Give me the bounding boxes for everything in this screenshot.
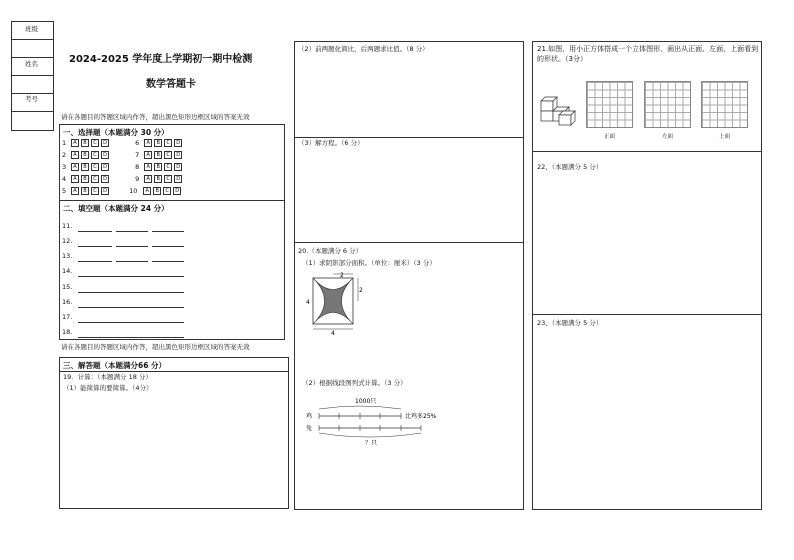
- answer-blank[interactable]: [152, 261, 184, 262]
- answer-blank[interactable]: [78, 246, 112, 247]
- top-view-label: 上面: [719, 134, 731, 140]
- class-field[interactable]: [11, 39, 54, 57]
- front-view-label: 正面: [604, 134, 616, 140]
- mc-row[interactable]: 1 A B C D 6 A B C D: [62, 139, 184, 147]
- answer-blank[interactable]: [78, 231, 112, 232]
- top-view-grid[interactable]: [701, 81, 748, 128]
- q19-2-answer-area[interactable]: [295, 56, 523, 136]
- name-field[interactable]: [11, 75, 54, 93]
- page-title: 2024-2025 学年度上学期初一期中检测: [69, 54, 253, 65]
- notice-text: 请在各题目的答题区域内作答，超出黑色矩形边框区域的答案无效: [61, 113, 250, 121]
- mc-row[interactable]: 5 A B C D 10 A B C D: [62, 187, 183, 195]
- q22-answer-area[interactable]: [533, 175, 761, 313]
- answer-blank[interactable]: [78, 292, 184, 293]
- blank-number: 16.: [62, 298, 73, 306]
- answer-blank[interactable]: [78, 307, 184, 308]
- class-label: 班级: [25, 25, 38, 33]
- answer-blank[interactable]: [78, 261, 112, 262]
- segment-row2-label: 兔: [306, 425, 313, 432]
- blank-number: 14.: [62, 267, 73, 275]
- answer-blank[interactable]: [78, 337, 184, 338]
- segment-diagram: [305, 395, 465, 447]
- answer-blank[interactable]: [152, 231, 184, 232]
- blank-number: 15.: [62, 283, 73, 291]
- mc-row[interactable]: 3 A B C D 8 A B C D: [62, 163, 184, 171]
- blank-number: 12.: [62, 237, 73, 245]
- shaded-area-figure: [303, 271, 365, 337]
- q19-1-text: （1）能简算的要简算。（4分）: [63, 384, 153, 392]
- figure-dim-left: 4: [306, 299, 310, 306]
- answer-blank[interactable]: [152, 246, 184, 247]
- page-subtitle: 数学答题卡: [146, 79, 196, 90]
- mc-row[interactable]: 4 A B C D 9 A B C D: [62, 175, 184, 183]
- segment-total-label: 1000只: [355, 398, 377, 405]
- name-label: 姓名: [25, 60, 38, 68]
- id-label: 考号: [25, 95, 38, 103]
- q20-2-text: （2）根据线段图列式计算。（3 分）: [302, 379, 407, 387]
- q19-3-answer-area[interactable]: [295, 150, 523, 241]
- answer-blank[interactable]: [116, 231, 148, 232]
- answer-blank[interactable]: [78, 322, 184, 323]
- notice-text: 请在各题目的答题区域内作答，超出黑色矩形边框区域的答案无效: [61, 343, 250, 351]
- cube-figure: [537, 95, 581, 131]
- id-field[interactable]: [11, 111, 54, 131]
- figure-dim-top: 2: [340, 272, 344, 279]
- section3-heading: 三、解答题（本题满分66 分）: [63, 361, 167, 370]
- blank-number: 13.: [62, 252, 73, 260]
- mc-row[interactable]: 2 A B C D 7 A B C D: [62, 151, 184, 159]
- q20-heading: 20.（本题满分 6 分）: [298, 247, 363, 255]
- q23-heading: 23、（本题满分 5 分）: [537, 319, 603, 327]
- q19-heading: 19．计算：（本题满分 18 分）: [63, 373, 152, 381]
- q23-answer-area[interactable]: [533, 331, 761, 509]
- answer-blank[interactable]: [116, 261, 148, 262]
- q22-heading: 22、（本题满分 5 分）: [537, 163, 603, 171]
- figure-dim-bottom: 4: [331, 330, 335, 337]
- blank-number: 11.: [62, 222, 73, 230]
- q20-1-text: （1）求阴影部分面积。（单位：厘米）（3 分）: [302, 259, 436, 267]
- left-view-grid[interactable]: [644, 81, 691, 128]
- figure-dim-right: 2: [359, 287, 363, 294]
- blank-number: 17.: [62, 313, 73, 321]
- q19-2-text: （2）前两题化简比，后两题求比值。（8 分）: [298, 45, 429, 53]
- segment-row1-label: 鸡: [306, 413, 313, 420]
- segment-unknown-label: ？只: [365, 440, 378, 447]
- q21-text: 21.如图，用小正方体搭成一个立体图形，画出从正面、左面、上面看到的形状。（3分）: [537, 45, 759, 64]
- section1-heading: 一、选择题（本题满分 30 分）: [63, 128, 169, 137]
- answer-blank[interactable]: [78, 276, 184, 277]
- answer-blank[interactable]: [116, 246, 148, 247]
- left-view-label: 左面: [662, 134, 674, 140]
- front-view-grid[interactable]: [586, 81, 633, 128]
- section2-heading: 二、填空题（本题满分 24 分）: [63, 204, 169, 213]
- q19-3-text: （3）解方程。（6 分）: [298, 139, 364, 147]
- blank-number: 18.: [62, 328, 73, 336]
- segment-more-label: 比鸡多25%: [405, 413, 437, 420]
